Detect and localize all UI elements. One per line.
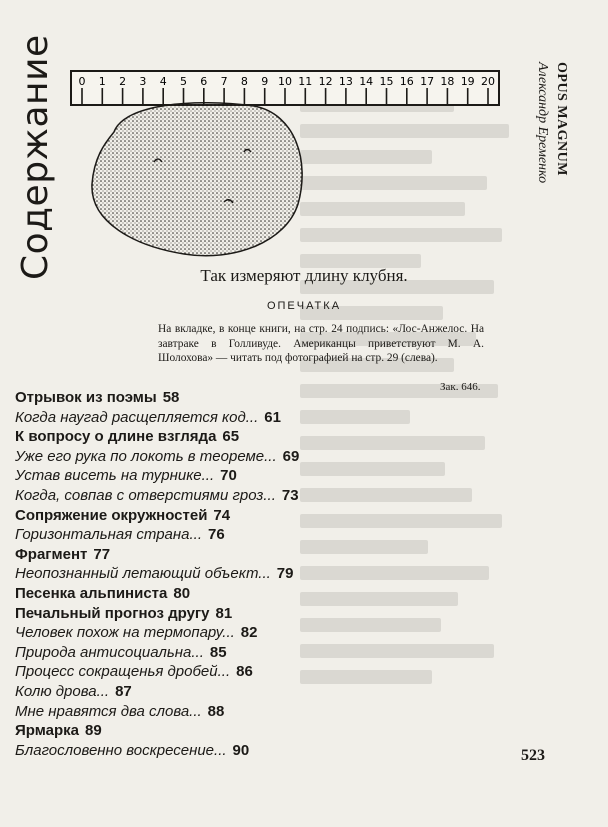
ruler-label: 6 bbox=[200, 75, 208, 88]
toc-entry-page: 79 bbox=[276, 565, 294, 583]
toc-entry-page: 89 bbox=[85, 722, 102, 740]
toc-entry-title: Уже его рука по локоть в теореме... bbox=[15, 447, 277, 465]
page-number: 523 bbox=[521, 747, 545, 764]
ruler-label: 7 bbox=[220, 75, 228, 88]
toc-entry bbox=[15, 662, 505, 682]
ruler-label: 19 bbox=[460, 75, 475, 88]
toc-entry-page: 69 bbox=[282, 447, 300, 465]
toc-entry-title: Отрывок из поэмы bbox=[15, 389, 157, 406]
toc-entry bbox=[15, 564, 505, 584]
toc-entry bbox=[15, 721, 505, 741]
toc-entry-title: Когда наугад расщепляется код... bbox=[15, 408, 259, 426]
table-of-contents bbox=[15, 388, 505, 760]
ruler-label: 17 bbox=[420, 75, 435, 88]
toc-entry-title: Горизонтальная страна... bbox=[15, 526, 202, 544]
toc-entry-page: 58 bbox=[162, 389, 180, 406]
toc-entry-title: Песенка альпиниста bbox=[15, 584, 168, 602]
toc-entry-page: 80 bbox=[173, 584, 191, 602]
toc-entry-title: Процесс сокращенья дробей... bbox=[15, 663, 231, 681]
book-title: OPUS MAGNUM bbox=[554, 62, 569, 176]
toc-entry-page: 76 bbox=[207, 526, 225, 544]
toc-entry bbox=[15, 506, 505, 526]
toc-entry bbox=[15, 486, 505, 506]
toc-entry-title: Фрагмент bbox=[15, 545, 88, 563]
toc-entry bbox=[15, 643, 505, 663]
ruler-label: 18 bbox=[440, 75, 455, 88]
toc-entry-page: 74 bbox=[213, 506, 231, 524]
toc-entry-page: 77 bbox=[93, 545, 111, 563]
toc-entry bbox=[15, 466, 505, 486]
toc-entry-page: 88 bbox=[207, 702, 225, 720]
toc-entry bbox=[15, 427, 505, 447]
ruler-label: 5 bbox=[180, 75, 187, 88]
toc-entry-title: Неопознанный летающий объект... bbox=[15, 565, 271, 583]
toc-entry bbox=[15, 584, 505, 604]
toc-entry bbox=[15, 604, 505, 624]
toc-entry-page: 81 bbox=[215, 604, 233, 622]
toc-entry-page: 90 bbox=[232, 741, 250, 759]
toc-entry bbox=[15, 682, 505, 702]
ruler-label: 9 bbox=[261, 75, 269, 88]
toc-entry bbox=[15, 408, 505, 428]
toc-entry-title: Сопряжение окружностей bbox=[15, 506, 208, 524]
ruler-label: 10 bbox=[278, 75, 292, 88]
toc-entry-page: 87 bbox=[115, 682, 132, 700]
contents-heading: Содержание bbox=[15, 34, 56, 280]
author-name: Александр Еременко bbox=[535, 62, 550, 184]
running-header bbox=[527, 62, 571, 262]
toc-entry-page: 86 bbox=[236, 663, 253, 681]
toc-entry bbox=[15, 741, 505, 761]
ruler-label: 2 bbox=[119, 75, 127, 88]
ruler-label: 8 bbox=[240, 75, 248, 88]
ruler-label: 16 bbox=[399, 75, 414, 88]
ruler-label: 12 bbox=[318, 75, 333, 88]
ruler-label: 11 bbox=[298, 75, 313, 88]
toc-entry bbox=[15, 525, 505, 545]
toc-entry-title: Человек похож на термопару... bbox=[15, 624, 235, 642]
ruler-label: 15 bbox=[379, 75, 394, 88]
toc-entry bbox=[15, 388, 505, 408]
toc-entry bbox=[15, 545, 505, 565]
toc-entry-page: 65 bbox=[222, 428, 240, 446]
errata-order-number: Зак. 646. bbox=[440, 381, 481, 393]
toc-entry bbox=[15, 702, 505, 722]
ruler-label: 1 bbox=[98, 75, 106, 88]
toc-entry-title: Благословенно воскресение... bbox=[15, 741, 227, 759]
toc-entry-page: 82 bbox=[240, 624, 258, 642]
toc-entry-page: 85 bbox=[209, 643, 227, 661]
figure-caption: Так измеряют длину клубня. bbox=[200, 266, 408, 285]
toc-entry-title: К вопросу о длине взгляда bbox=[15, 428, 217, 446]
toc-entry-title: Мне нравятся два слова... bbox=[15, 702, 202, 720]
toc-entry-title: Ярмарка bbox=[15, 722, 79, 740]
ruler-label: 20 bbox=[481, 75, 495, 88]
toc-entry bbox=[15, 623, 505, 643]
toc-entry-page: 70 bbox=[220, 467, 237, 485]
toc-entry-page: 73 bbox=[281, 486, 299, 504]
toc-entry-title: Колю дрова... bbox=[15, 682, 110, 700]
toc-entry-page: 61 bbox=[264, 408, 281, 426]
toc-entry-title: Устав висеть на турнике... bbox=[15, 467, 215, 485]
ruler-label: 0 bbox=[78, 75, 86, 88]
toc-entry-title: Печальный прогноз другу bbox=[15, 604, 210, 622]
errata-text: На вкладке, в конце книги, на стр. 24 подпись: «Лос-Анжелос. На завтраке в Голливуде. Американцы приветствуют М. А. Шолохова» — читать под фотографией на стр. 29 (слева). bbox=[158, 323, 484, 364]
ruler-label: 3 bbox=[139, 75, 147, 88]
errata-title: ОПЕЧАТКА bbox=[266, 300, 342, 312]
ruler-label: 14 bbox=[359, 75, 374, 88]
potato-illustration bbox=[84, 92, 310, 262]
toc-entry-title: Природа антисоциальна... bbox=[15, 643, 204, 661]
ruler-label: 4 bbox=[159, 75, 167, 88]
ruler-label: 13 bbox=[338, 75, 353, 88]
toc-entry-title: Когда, совпав с отверстиями гроз... bbox=[15, 486, 276, 504]
toc-entry bbox=[15, 447, 505, 467]
